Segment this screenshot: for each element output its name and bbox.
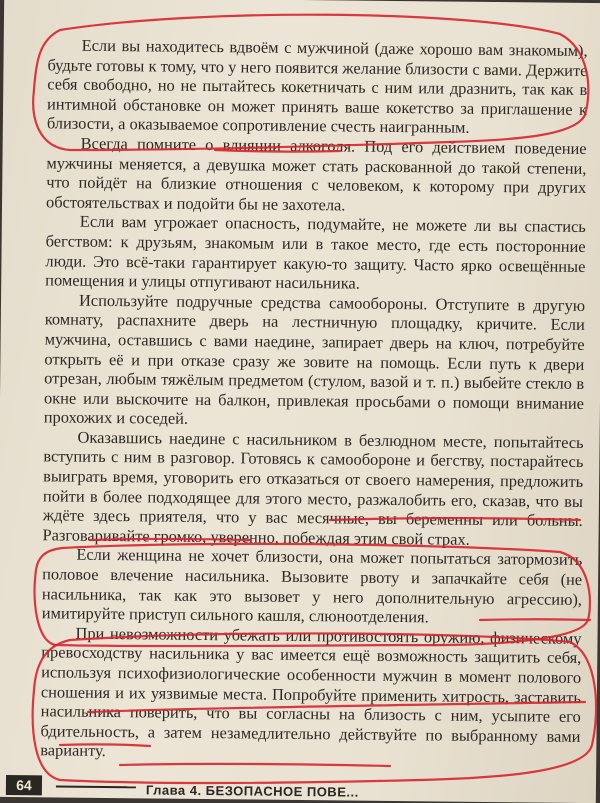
- paragraph-5: Оказавшись наедине с насильником в безлюдном месте, попытайтесь вступить с ним в разговор. Готовясь к самообороне и бегству, постарайтесь выиграть время, уговорить его отказаться от своего намерения, предложить пойти в более подходящее для этого место, разжалобить его, сказав, что вы ждёте здесь приятеля, что у вас месячные, вы беременны или больны. Разговаривайте громко, уверенно, побеждая этим свой страх.: [42, 427, 584, 549]
- paragraph-3: Если вам угрожает опасность, подумайте, не можете ли вы спастись бегством: к друзьям, знакомым или в такое место, где есть посторонние люди. Это всё-таки гарантирует какую-то защиту. Часто ярко освещённые помещения и улицы отпугивают насильника.: [45, 212, 586, 293]
- footer-rule: [56, 785, 136, 788]
- paragraph-4: Используйте подручные средства самообороны. Отступите в другую комнату, распахните дверь на лестничную площадку, кричите. Если мужчина, оставшись с вами наедине, запирает дверь на ключ, потребуйте открыть её и при отказе сразу же зовите на помощь. Если путь к двери отрезан, любым тяжёлым предметом (стулом, вазой и т. п.) выбейте стекло в окне или выскочите на балкон, привлекая просьбами о помощи внимание прохожих и соседей.: [43, 290, 586, 429]
- page-footer: [0, 773, 596, 803]
- paragraph-2: Всегда помните о влиянии алкоголя. Под его действием поведение мужчины меняется, а девушка может стать раскованной до такой степени, что пойдёт на близкие отношения с человеком, к которому при других обстоятельствах и подойти бы не захотела.: [45, 133, 587, 215]
- page-number: 64: [6, 775, 42, 795]
- body-text: [40, 35, 588, 766]
- paragraph-6: Если женщина не хочет близости, она может попытаться затормозить половое влечение насильника. Вызовите рвоту и запачкайте себя (не насильника, так как это вызовет у него дополнительную агрессию), имитируйте приступ сильного кашля, слюноотделения.: [41, 545, 583, 627]
- paragraph-7: При невозможности убежать или противостоять оружию, физическому превосходству насильника у вас имеется ещё возможность защитить себя, используя психофизиологические особенности мужчин в момент полового сношения и их уязвимые места. Попробуйте применить хитрость, заставить насильника поверить, что вы согласны на близость с ним, усыпите его бдительность, а затем незамедлительно действуйте по выбранному вами варианту.: [40, 623, 582, 761]
- paragraph-1: Если вы находитесь вдвоём с мужчиной (даже хорошо вам знакомым), будьте готовы к тому, что у него появится желание близости с вами. Держите себя свободно, но не пытайтесь кокетничать с ним или дразнить, так как в интимной обстановке он может принять ваше кокетство за приглашение к близости, а оказываемое сопротивление счесть наигранным.: [46, 35, 588, 138]
- chapter-title: Глава 4. БЕЗОПАСНОЕ ПОВЕ...: [145, 782, 359, 800]
